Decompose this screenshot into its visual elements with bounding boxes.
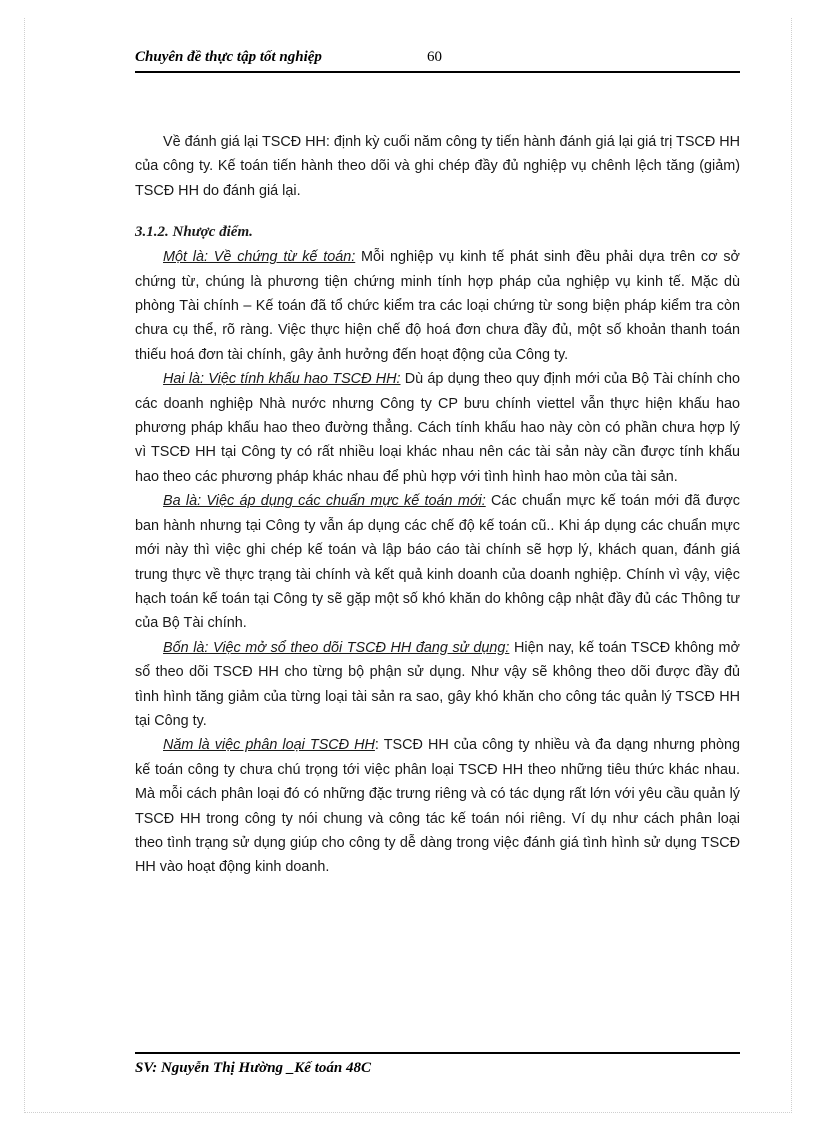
footer-student-info: SV: Nguyễn Thị Hường _Kế toán 48C [135,1060,371,1076]
paragraph-ba-la [135,489,740,635]
paragraph-mot-la [135,245,740,367]
section-heading: 3.1.2. Nhược điểm. [135,224,253,241]
page-number: 60 [427,49,442,65]
paragraph-lead: Ba là: Việc áp dụng các chuẩn mực kế toán mới: [163,493,486,510]
paragraph-hai-la [135,367,740,489]
paragraph-text: Các chuẩn mực kế toán mới đã được ban hành nhưng tại Công ty vẫn áp dụng các chế độ kế toán cũ.. Khi áp dụng các chuẩn mực mới này thì việc ghi chép kế toán và lập báo cáo tài chính sẽ hợp lý, khách quan, đánh giá trung thực về thực trạng tài chính và kết quả kinh doanh của doanh nghiệp. Chính vì vậy, việc hạch toán kế toán tại Công ty sẽ gặp một số khó khăn do không cập nhật đầy đủ các Thông tư của Bộ Tài chính. [135,493,740,632]
paragraph-lead: Năm là việc phân loại TSCĐ HH [163,737,375,754]
header-title: Chuyên đề thực tập tốt nghiệp [135,49,322,65]
paragraph-text: : TSCĐ HH của công ty nhiều và đa dạng nhưng phòng kế toán công ty chưa chú trọng tới việc phân loại TSCĐ HH theo những tiêu thức khác nhau. Mà mỗi cách phân loại đó có những đặc trưng riêng và có tác dụng rất lớn với yêu cầu quản lý TSCĐ HH trong công ty nói chung và công tác kế toán nói riêng. Ví dụ như cách phân loại theo tình trạng sử dụng giúp cho công ty dễ dàng trong việc đánh giá tình hình sử dụng TSCĐ HH vào hoạt động kinh doanh. [135,737,740,876]
paragraph-text: Hiện nay, kế toán TSCĐ không mở sổ theo dõi TSCĐ HH cho từng bộ phận sử dụng. Như vậy sẽ không theo dõi được đầy đủ tình hình tăng giảm của từng loại tài sản ra sao, gây khó khăn cho công tác quản lý TSCĐ HH tại Công ty. [135,639,740,729]
paragraph-text: Mỗi nghiệp vụ kinh tế phát sinh đều phải dựa trên cơ sở chứng từ, chúng là phương tiện chứng minh tính hợp pháp của nghiệp vụ kinh tế. Mặc dù phòng Tài chính – Kế toán đã tổ chức kiểm tra các loại chứng từ song biện pháp kiểm tra còn chưa cụ thể, rõ ràng. Việc thực hiện chế độ hoá đơn chưa đầy đủ, một số khoản thanh toán thiếu hoá đơn tài chính, gây ảnh hưởng đến hoạt động của Công ty. [135,249,740,363]
paragraph-lead: Bốn là: Việc mở sổ theo dõi TSCĐ HH đang sử dụng: [163,639,510,656]
document-body [135,130,740,880]
paragraph-lead: Hai là: Việc tính khấu hao TSCĐ HH: [163,371,401,388]
paragraph-nam-la [135,733,740,879]
paragraph-bon-la [135,636,740,734]
paragraph-lead: Một là: Về chứng từ kế toán: [163,249,356,266]
paragraph-text: Dù áp dụng theo quy định mới của Bộ Tài chính cho các doanh nghiệp Nhà nước nhưng Công ty CP bưu chính viettel vẫn thực hiện khấu hao phương pháp khấu hao theo đường thẳng. Cách tính khấu hao này còn có phần chưa hợp lý vì TSCĐ HH tại Công ty có rất nhiều loại khác nhau nên các tài sản này cần được tính khấu hao theo các phương pháp khác nhau để phù hợp với tình hình hao mòn của tài sản. [135,371,740,485]
page-header [135,49,740,73]
intro-paragraph: Về đánh giá lại TSCĐ HH: định kỳ cuối năm công ty tiến hành đánh giá lại giá trị TSCĐ HH của công ty. Kế toán tiến hành theo dõi và ghi chép đầy đủ nghiệp vụ chênh lệch tăng (giảm) TSCĐ HH do đánh giá lại. [135,134,740,199]
page-footer [135,1052,740,1077]
